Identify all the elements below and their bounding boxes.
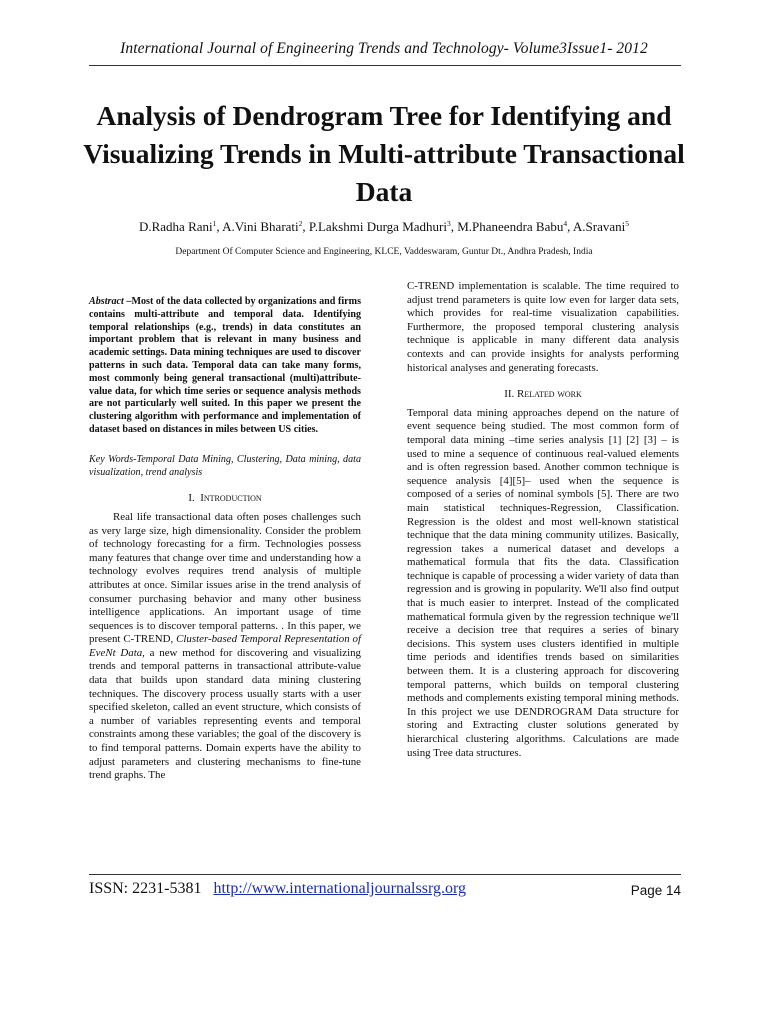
section-title: Introduction (200, 492, 262, 505)
journal-url-link[interactable]: http://www.internationaljournalssrg.org (213, 880, 467, 897)
author-name: D.Radha Rani (138, 219, 213, 234)
author-affil-mark: 5 (625, 219, 630, 228)
abstract (89, 296, 361, 437)
author-affil-mark: 2 (298, 219, 303, 228)
author-name: M.Phaneendra Babu (457, 219, 564, 234)
right-column (407, 280, 679, 760)
introduction-continuation: C-TREND implementation is scalable. The time required to adjust trend parameters is quite low even for larger data sets, which provides for real-time visualization capabilities. Furthermore, the proposed temporal clustering analysis technique is applicable in many different data analysis contexts and can provide insights for analysts performing historical analyses and generating forecasts. (407, 280, 679, 374)
introduction-paragraph (89, 511, 361, 783)
author-name: A.Vini Bharati (222, 219, 299, 234)
affiliation: Department Of Computer Science and Engineering, KLCE, Vaddeswaram, Guntur Dt., Andhra Pradesh, India (175, 247, 593, 257)
section-number: I. (188, 492, 195, 505)
author-affil-mark: 3 (446, 219, 451, 228)
abstract-text: –Most of the data collected by organizations and firms contains multi-attribute and temporal data. Identifying temporal relationships (e.g., trends) in data constitutes an important problem that is relevant in many business and academic settings. Data mining techniques are used to discover patterns in such data. Temporal data can take many forms, most commonly being general transactional (multi)attribute-value data, for which time series or sequence analysis methods are not particularly well suited. In this paper we present the clustering algorithm with performance and implementation of dataset based on distances in miles between US cities. (89, 296, 361, 435)
intro-text-cont: , a new method for discovering and visualizing trends and temporal patterns in transactional attribute-value data that builds upon standard data mining clustering techniques. The discovery process usually starts with a user specified skeleton, called an event structure, which consists of a number of variables representing events and temporal constraints among these variables; the goal of the discovery is to find temporal patterns. Domain experts have the ability to adjust parameters and clustering mechanisms to fine-tune trend graphs. The (89, 646, 361, 782)
footer-divider (89, 874, 681, 875)
author-affil-mark: 4 (563, 219, 568, 228)
section-heading-related-work (407, 388, 679, 402)
section-heading-introduction (89, 492, 361, 506)
header-divider (89, 65, 681, 66)
paper-title: Analysis of Dendrogram Tree for Identifying and Visualizing Trends in Multi-attribute Transactional Data (83, 100, 685, 207)
footer-issn-line (89, 880, 466, 898)
keywords: Key Words-Temporal Data Mining, Clustering, Data mining, data visualization, trend analysis (89, 453, 361, 478)
left-column (89, 296, 361, 783)
author-list: D.Radha Rani$^1$, A.Vini Bharati$^2$, P.Lakshmi Durga Madhuri$^3$, M.Phaneendra Babu$^4$, A.Sravani$^5$ (138, 219, 630, 234)
section-number: II. (504, 388, 515, 401)
author-name: A.Sravani (572, 219, 626, 234)
journal-header: International Journal of Engineering Trends and Technology- Volume3Issue1- 2012 (120, 40, 648, 57)
page-footer (89, 880, 681, 902)
author-name: P.Lakshmi Durga Madhuri (308, 219, 447, 234)
intro-text: Real life transactional data often poses challenges such as very large size, high dimensionality. Consider the problem of technology forecasting for a firm. Technologies possess many features that change over time and understanding how a technology evolves requires trend analysis of multiple attributes at once. Similar issues arise in the trend analysis of consumer purchasing behavior and many other business intelligence applications. An important usage of time sequences is to discover temporal patterns. . In this paper, we present C-TREND, (89, 510, 361, 646)
issn-number: ISSN: 2231-5381 (89, 880, 202, 897)
intro-italic-term: Cluster-based Temporal Representation of EveNt Data (89, 633, 361, 659)
page-number: Page 14 (630, 883, 681, 898)
abstract-label: Abstract (89, 296, 124, 307)
section-title: Related work (517, 388, 582, 401)
related-work-paragraph: Temporal data mining approaches depend on the nature of event sequence being studied. The most common form of temporal data mining –time series analysis [1] [2] [3] – is used to mine a sequence of continuous real-valued elements and is often regression based. Another common technique is sequence analysis [4][5]– used when the sequence is composed of a series of nominal symbols [5]. There are two main statistical techniques-Regression, Classification. Regression is the oldest and most well-known statistical technique that the data mining community utilizes. Basically, regression takes a numerical dataset and develops a mathematical formula that fits the data. Classification technique is capable of processing a wider variety of data than regression and is growing in popularity. We'll also find output that is much easier to interpret. Instead of the complicated mathematical formula given by the regression technique we'll receive a decision tree that requires a series of binary decisions. This system uses clusters identified in multiple time periods and identifies trends based on similarities between them. It is a clustering approach for discovering temporal patterns, which builds on temporal clustering methods and complements existing temporal mining methods. In this project we use DENDROGRAM Data structure for storing and Extracting cluster solutions generated by hierarchical clustering algorithms. Calculations are made using Tree data structures. (407, 406, 679, 759)
author-affil-mark: 1 (212, 219, 217, 228)
